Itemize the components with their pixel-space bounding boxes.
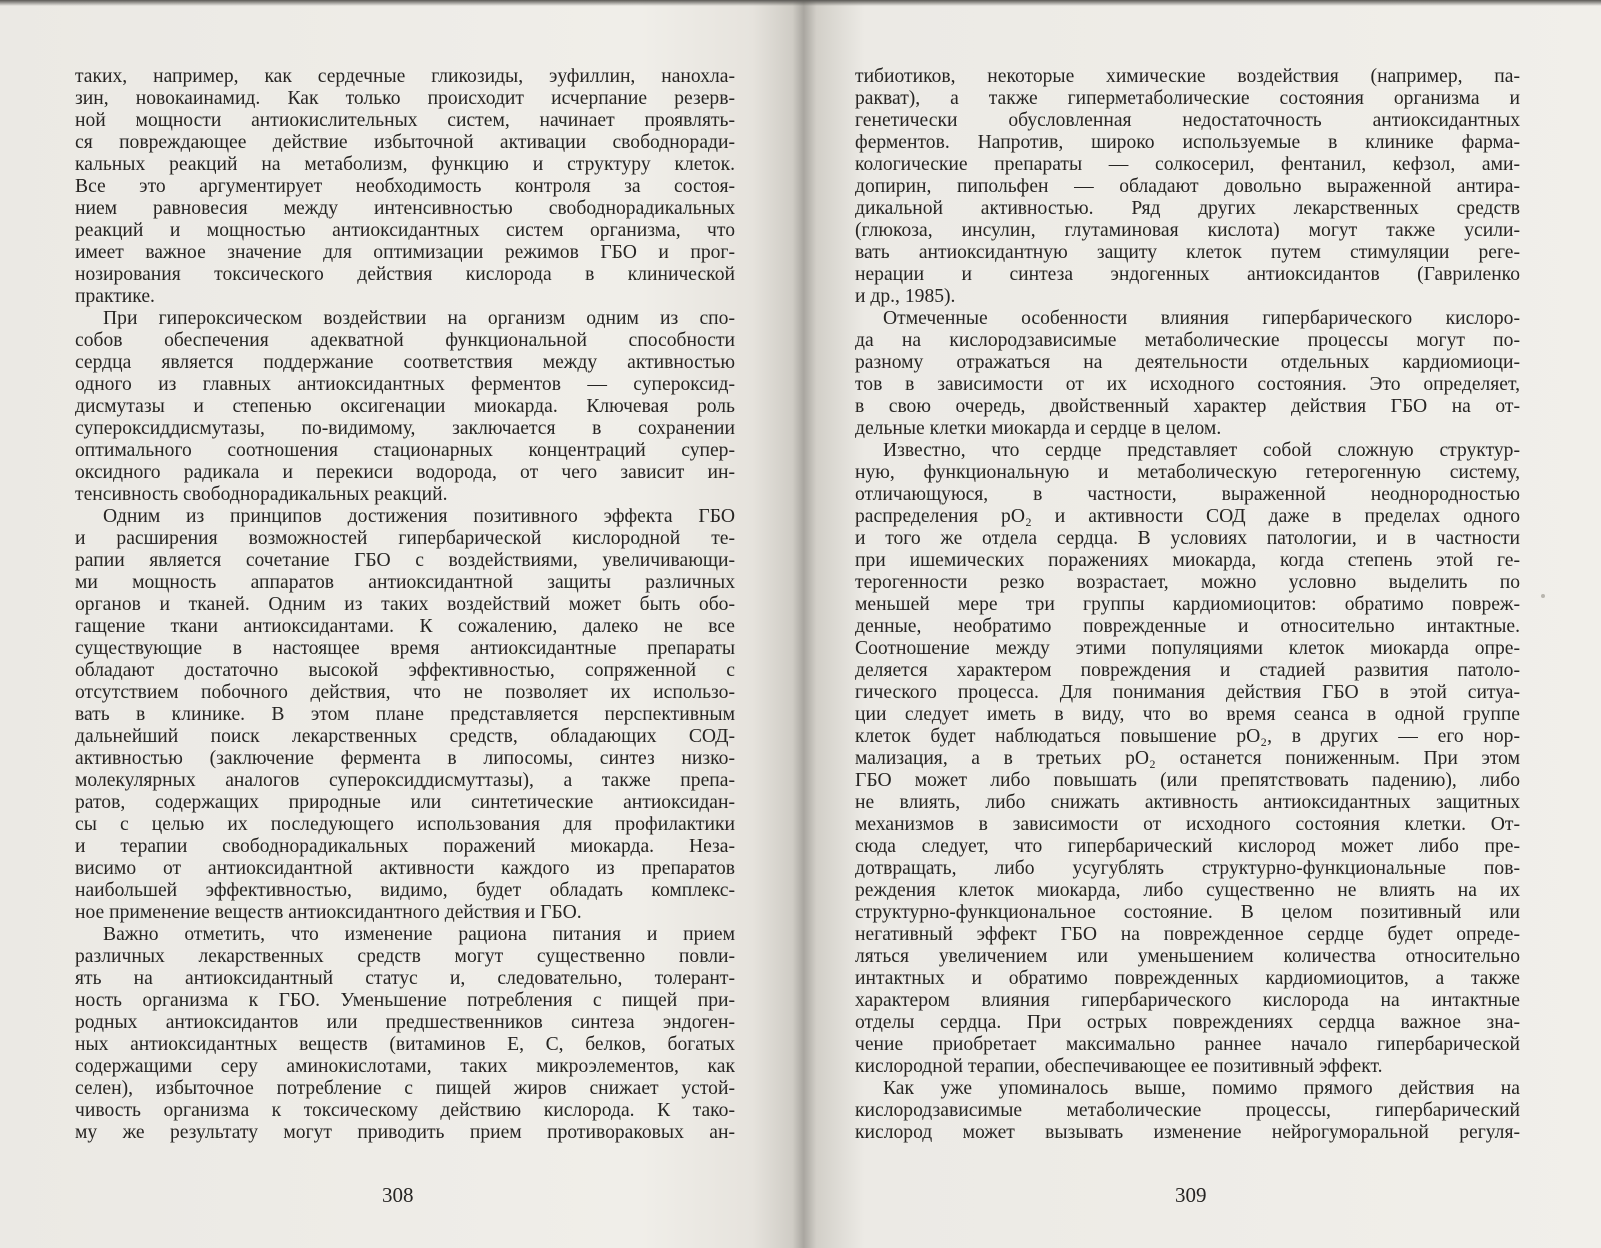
text-line: ляться увеличением или уменьшением количества относительно [855, 946, 1520, 967]
text-line: терогенности резко возрастает, можно условно выделить по [855, 572, 1520, 593]
text-line: генетически обусловленная недостаточность антиоксидантных [855, 110, 1520, 131]
text-line: кологические препараты — солкосерил, фентанил, кефзол, ами- [855, 154, 1520, 175]
text-line: дикальной активностью. Ряд других лекарственных средств [855, 198, 1520, 219]
right-page [855, 66, 1520, 1144]
text-line: ции следует иметь в виду, что во время сеанса в одной группе [855, 704, 1520, 725]
text-line: ферментов. Напротив, широко используемые в клинике фарма- [855, 132, 1520, 153]
text-line: чение приобретает максимально раннее начало гипербарической [855, 1034, 1520, 1055]
text-line: оптимального соотношения стационарных концентраций супер- [75, 440, 735, 461]
text-line: кислородзависимые метаболические процессы, гипербарический [855, 1100, 1520, 1121]
text-line: При гипероксическом воздействии на организм одним из спо- [103, 308, 735, 329]
text-line: ратов, содержащих природные или синтетические антиоксидан- [75, 792, 735, 813]
text-line: му же результату могут приводить прием противораковых ан- [75, 1122, 735, 1143]
text-line: да на кислородзависимые метаболические процессы могут по- [855, 330, 1520, 351]
text-line: ное применение веществ антиоксидантного действия и ГБО. [75, 902, 582, 923]
text-line: рапии является сочетание ГБО с воздействиями, увеличивающи- [75, 550, 735, 571]
text-line: сердца является поддержание соответствия между активностью [75, 352, 735, 373]
text-line: дальнейший поиск лекарственных средств, обладающих СОД- [75, 726, 735, 747]
text-line: не влиять, либо снижать активность антиоксидантных защитных [855, 792, 1520, 813]
text-line: зин, новокаинамид. Как только происходит исчерпание резерв- [75, 88, 735, 109]
text-line: и др., 1985). [855, 286, 956, 307]
text-line: отделы сердца. При острых повреждениях сердца важное зна- [855, 1012, 1520, 1033]
text-line: дотвращать, либо усугублять структурно-функциональные пов- [855, 858, 1520, 879]
text-line: нием равновесия между интенсивностью свободнорадикальных [75, 198, 735, 219]
text-line: сы с целью их последующего использования для профилактики [75, 814, 735, 835]
text-line: обладают достаточно высокой эффективностью, сопряженной с [75, 660, 735, 681]
scan-speck [1541, 594, 1545, 598]
text-line: молекулярных аналогов супероксиддисмуттазы), а также препа- [75, 770, 735, 791]
text-line: ную, функциональную и метаболическую гетерогенную систему, [855, 462, 1520, 483]
text-line: одного из главных антиоксидантных ферментов — супероксид- [75, 374, 735, 395]
text-line: Известно, что сердце представляет собой сложную структур- [883, 440, 1520, 461]
text-line: разному отражаться на деятельности отдельных кардиомиоци- [855, 352, 1520, 373]
page-number-right: 309 [1175, 1183, 1207, 1207]
text-line: вать в клинике. В этом плане представляется перспективным [75, 704, 735, 725]
text-line: характером влияния гипербарического кислорода на интактные [855, 990, 1520, 1011]
text-line: гащение ткани антиоксидантами. К сожалению, далеко не все [75, 616, 735, 637]
text-line: клеток будет наблюдаться повышение pO₂, в других — его нор- [855, 726, 1520, 747]
text-line: механизмов в зависимости от исходного состояния клетки. От- [855, 814, 1520, 835]
text-line: ракват), а также гиперметаболические состояния организма и [855, 88, 1520, 109]
text-line: Все это аргументирует необходимость контроля за состоя- [75, 176, 735, 197]
text-line: и того же отдела сердца. В условиях патологии, и в частности [855, 528, 1520, 549]
text-line: родных антиоксидантов или предшественников синтеза эндоген- [75, 1012, 735, 1033]
text-line: сюда следует, что гипербарический кислород может либо пре- [855, 836, 1520, 857]
text-line: ся повреждающее действие избыточной активации свободноради- [75, 132, 735, 153]
text-line: структурно-функциональное состояние. В целом позитивный или [855, 902, 1520, 923]
text-line: и расширения возможностей гипербарической кислородной те- [75, 528, 735, 549]
text-line: деляется характером повреждения и стадией развития патоло- [855, 660, 1520, 681]
text-line: реждения клеток миокарда, либо существенно не влиять на их [855, 880, 1520, 901]
text-line: допирин, пипольфен — обладают довольно выраженной антира- [855, 176, 1520, 197]
text-line: и терапии свободнорадикальных поражений миокарда. Неза- [75, 836, 735, 857]
text-block [855, 66, 1520, 1144]
text-line: кислородной терапии, обеспечивающее ее позитивный эффект. [855, 1056, 1383, 1077]
text-block [75, 66, 735, 1144]
text-line: тенсивность свободнорадикальных реакций. [75, 484, 448, 505]
text-line: нерации и синтеза эндогенных антиоксидантов (Гавриленко [855, 264, 1520, 285]
text-line: ГБО может либо повышать (или препятствовать падению), либо [855, 770, 1520, 791]
text-line: дельные клетки миокарда и сердце в целом. [855, 418, 1222, 439]
text-line: ми мощность аппаратов антиоксидантной защиты различных [75, 572, 735, 593]
text-line: меньшей мере три группы кардиомиоцитов: обратимо повреж- [855, 594, 1520, 615]
text-line: содержащими серу аминокислотами, таких микроэлементов, как [75, 1056, 735, 1077]
text-line: чивость организма к токсическому действию кислорода. К тако- [75, 1100, 735, 1121]
text-line: Соотношение между этими популяциями клеток миокарда опре- [855, 638, 1520, 659]
text-line: ность организма к ГБО. Уменьшение потребления с пищей при- [75, 990, 735, 1011]
text-line: распределения pO₂ и активности СОД даже в пределах одного [855, 506, 1520, 527]
text-line: денные, необратимо поврежденные и относительно интактные. [855, 616, 1520, 637]
text-line: ной мощности антиокислительных систем, начинает проявлять- [75, 110, 735, 131]
text-line: отсутствием побочного действия, что не позволяет их использо- [75, 682, 735, 703]
text-line: дисмутазы и степенью оксигенации миокарда. Ключевая роль [75, 396, 735, 417]
text-line: (глюкоза, инсулин, глутаминовая кислота) могут также усили- [855, 220, 1520, 241]
scan-top-shadow [0, 0, 1601, 6]
text-line: тов в зависимости от их исходного состояния. Это определяет, [855, 374, 1520, 395]
text-line: Важно отметить, что изменение рациона питания и прием [103, 924, 735, 945]
text-line: различных лекарственных средств могут существенно повли- [75, 946, 735, 967]
text-line: при ишемических поражениях миокарда, когда степень этой ге- [855, 550, 1520, 571]
text-line: негативный эффект ГБО на поврежденное сердце будет опреде- [855, 924, 1520, 945]
text-line: собов обеспечения адекватной функциональной способности [75, 330, 735, 351]
text-line: Как уже упоминалось выше, помимо прямого действия на [883, 1078, 1520, 1099]
text-line: реакций и мощностью антиоксидантных систем организма, что [75, 220, 735, 241]
page-number-left: 308 [382, 1183, 414, 1207]
text-line: органов и тканей. Одним из таких воздействий может быть обо- [75, 594, 735, 615]
text-line: тибиотиков, некоторые химические воздействия (например, па- [855, 66, 1520, 87]
text-line: практике. [75, 286, 155, 307]
left-page [75, 66, 735, 1144]
text-line: селен), избыточное потребление с пищей жиров снижает устой- [75, 1078, 735, 1099]
text-line: Отмеченные особенности влияния гипербарического кислоро- [883, 308, 1520, 329]
text-line: вать антиоксидантную защиту клеток путем стимуляции реге- [855, 242, 1520, 263]
text-line: ных антиоксидантных веществ (витаминов Е, С, белков, богатых [75, 1034, 735, 1055]
text-line: висимо от антиоксидантной активности каждого из препаратов [75, 858, 735, 879]
text-line: имеет важное значение для оптимизации режимов ГБО и прог- [75, 242, 735, 263]
text-line: супероксиддисмутазы, по-видимому, заключается в сохранении [75, 418, 735, 439]
text-line: оксидного радикала и перекиси водорода, от чего зависит ин- [75, 462, 735, 483]
text-line: таких, например, как сердечные гликозиды, эуфиллин, нанохла- [75, 66, 735, 87]
text-line: отличающуюся, в частности, выраженной неоднородностью [855, 484, 1520, 505]
text-line: кальных реакций на метаболизм, функцию и структуру клеток. [75, 154, 735, 175]
text-line: мализация, а в третьих pO₂ останется пониженным. При этом [855, 748, 1520, 769]
text-line: нозирования токсического действия кислорода в клинической [75, 264, 735, 285]
text-line: в свою очередь, двойственный характер действия ГБО на от- [855, 396, 1520, 417]
text-line: интактных и обратимо поврежденных кардиомиоцитов, а также [855, 968, 1520, 989]
text-line: ять на антиоксидантный статус и, следовательно, толерант- [75, 968, 735, 989]
text-line: Одним из принципов достижения позитивного эффекта ГБО [103, 506, 735, 527]
text-line: активностью (заключение фермента в липосомы, синтез низко- [75, 748, 735, 769]
text-line: гического процесса. Для понимания действия ГБО в этой ситуа- [855, 682, 1520, 703]
text-line: наибольшей эффективностью, видимо, будет обладать комплекс- [75, 880, 735, 901]
text-line: кислород может вызывать изменение нейрогуморальной регуля- [855, 1122, 1520, 1143]
text-line: существующие в настоящее время антиоксидантные препараты [75, 638, 735, 659]
